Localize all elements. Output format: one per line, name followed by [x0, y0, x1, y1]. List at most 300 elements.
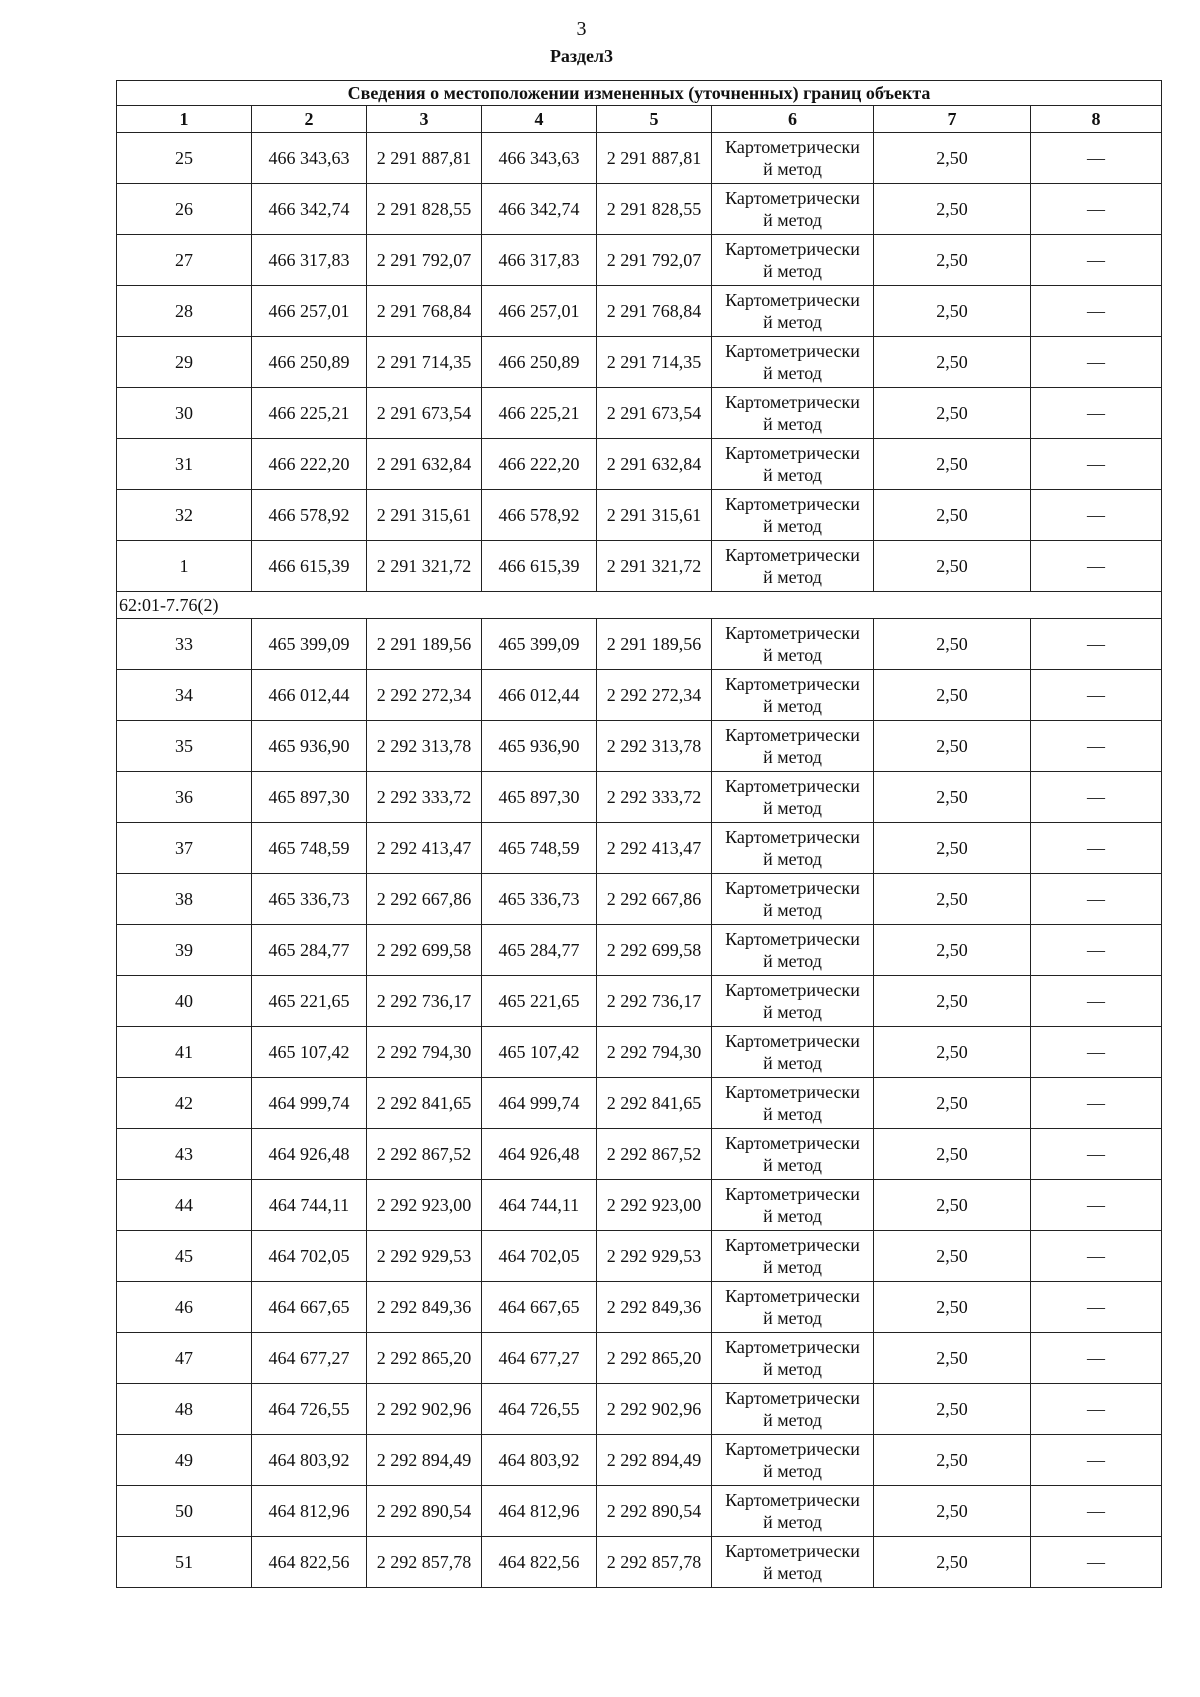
x-refined-cell: 464 803,92 — [482, 1435, 597, 1486]
accuracy-cell: 2,50 — [874, 874, 1031, 925]
point-number-cell: 36 — [117, 772, 252, 823]
y-refined-cell: 2 292 699,58 — [597, 925, 712, 976]
method-cell — [712, 1486, 874, 1537]
x-existing-cell: 464 726,55 — [252, 1384, 367, 1435]
method-line: Картометрически — [725, 674, 860, 694]
method-cell — [712, 337, 874, 388]
y-refined-cell: 2 292 849,36 — [597, 1282, 712, 1333]
method-line: Картометрически — [725, 545, 860, 565]
y-existing-cell: 2 292 333,72 — [367, 772, 482, 823]
point-number-cell: 49 — [117, 1435, 252, 1486]
table-row — [117, 619, 1162, 670]
y-refined-cell: 2 291 887,81 — [597, 133, 712, 184]
x-existing-cell: 466 250,89 — [252, 337, 367, 388]
table-row — [117, 1231, 1162, 1282]
x-existing-cell: 466 615,39 — [252, 541, 367, 592]
table-header-row — [117, 106, 1162, 133]
point-number-cell: 42 — [117, 1078, 252, 1129]
table-row — [117, 337, 1162, 388]
column-header: 2 — [252, 106, 367, 133]
y-existing-cell: 2 291 714,35 — [367, 337, 482, 388]
y-existing-cell: 2 291 189,56 — [367, 619, 482, 670]
method-cell — [712, 490, 874, 541]
description-cell: — — [1031, 541, 1162, 592]
x-existing-cell: 464 803,92 — [252, 1435, 367, 1486]
y-existing-cell: 2 291 792,07 — [367, 235, 482, 286]
method-line: й метод — [763, 747, 822, 767]
method-line: Картометрически — [725, 341, 860, 361]
accuracy-cell: 2,50 — [874, 337, 1031, 388]
method-line: Картометрически — [725, 1184, 860, 1204]
point-number-cell: 34 — [117, 670, 252, 721]
method-line: й метод — [763, 1104, 822, 1124]
accuracy-cell: 2,50 — [874, 1486, 1031, 1537]
x-existing-cell: 466 257,01 — [252, 286, 367, 337]
table-row — [117, 670, 1162, 721]
method-line: й метод — [763, 1461, 822, 1481]
point-number-cell: 46 — [117, 1282, 252, 1333]
method-line: й метод — [763, 1308, 822, 1328]
description-cell: — — [1031, 1333, 1162, 1384]
column-header: 6 — [712, 106, 874, 133]
x-existing-cell: 464 702,05 — [252, 1231, 367, 1282]
y-existing-cell: 2 292 794,30 — [367, 1027, 482, 1078]
description-cell: — — [1031, 925, 1162, 976]
point-number-cell: 28 — [117, 286, 252, 337]
method-line: Картометрически — [725, 1235, 860, 1255]
description-cell: — — [1031, 133, 1162, 184]
section-title: Раздел3 — [549, 46, 614, 66]
x-existing-cell: 465 107,42 — [252, 1027, 367, 1078]
description-cell: — — [1031, 184, 1162, 235]
y-existing-cell: 2 292 890,54 — [367, 1486, 482, 1537]
y-existing-cell: 2 292 667,86 — [367, 874, 482, 925]
x-refined-cell: 464 926,48 — [482, 1129, 597, 1180]
y-refined-cell: 2 292 929,53 — [597, 1231, 712, 1282]
y-refined-cell: 2 292 890,54 — [597, 1486, 712, 1537]
method-cell — [712, 1333, 874, 1384]
point-number-cell: 32 — [117, 490, 252, 541]
description-cell: — — [1031, 1027, 1162, 1078]
description-cell: — — [1031, 1231, 1162, 1282]
point-number-cell: 40 — [117, 976, 252, 1027]
x-refined-cell: 465 399,09 — [482, 619, 597, 670]
table-row — [117, 439, 1162, 490]
method-cell — [712, 286, 874, 337]
y-refined-cell: 2 291 792,07 — [597, 235, 712, 286]
method-line: й метод — [763, 1053, 822, 1073]
x-refined-cell: 465 336,73 — [482, 874, 597, 925]
y-refined-cell: 2 291 315,61 — [597, 490, 712, 541]
y-existing-cell: 2 291 673,54 — [367, 388, 482, 439]
accuracy-cell: 2,50 — [874, 1435, 1031, 1486]
method-line: й метод — [763, 465, 822, 485]
x-existing-cell: 465 748,59 — [252, 823, 367, 874]
method-line: Картометрически — [725, 443, 860, 463]
method-cell — [712, 619, 874, 670]
method-line: й метод — [763, 1563, 822, 1583]
description-cell: — — [1031, 1384, 1162, 1435]
y-refined-cell: 2 292 867,52 — [597, 1129, 712, 1180]
x-refined-cell: 466 257,01 — [482, 286, 597, 337]
point-number-cell: 29 — [117, 337, 252, 388]
point-number-cell: 1 — [117, 541, 252, 592]
method-line: й метод — [763, 1257, 822, 1277]
method-line: й метод — [763, 1512, 822, 1532]
method-line: й метод — [763, 159, 822, 179]
x-refined-cell: 464 999,74 — [482, 1078, 597, 1129]
method-line: Картометрически — [725, 1082, 860, 1102]
method-cell — [712, 235, 874, 286]
x-refined-cell: 466 012,44 — [482, 670, 597, 721]
method-line: Картометрически — [725, 1133, 860, 1153]
method-line: й метод — [763, 1155, 822, 1175]
x-refined-cell: 466 317,83 — [482, 235, 597, 286]
table-row — [117, 1435, 1162, 1486]
x-existing-cell: 466 578,92 — [252, 490, 367, 541]
method-cell — [712, 670, 874, 721]
table-row — [117, 1027, 1162, 1078]
x-refined-cell: 466 342,74 — [482, 184, 597, 235]
table-row — [117, 235, 1162, 286]
table-row — [117, 388, 1162, 439]
table-row — [117, 1078, 1162, 1129]
y-existing-cell: 2 292 272,34 — [367, 670, 482, 721]
y-refined-cell: 2 292 413,47 — [597, 823, 712, 874]
y-refined-cell: 2 291 714,35 — [597, 337, 712, 388]
x-refined-cell: 465 748,59 — [482, 823, 597, 874]
point-number-cell: 37 — [117, 823, 252, 874]
y-existing-cell: 2 292 923,00 — [367, 1180, 482, 1231]
y-refined-cell: 2 291 189,56 — [597, 619, 712, 670]
x-refined-cell: 465 936,90 — [482, 721, 597, 772]
x-refined-cell: 464 822,56 — [482, 1537, 597, 1588]
point-number-cell: 41 — [117, 1027, 252, 1078]
x-refined-cell: 464 677,27 — [482, 1333, 597, 1384]
x-existing-cell: 464 999,74 — [252, 1078, 367, 1129]
table-row — [117, 184, 1162, 235]
x-existing-cell: 465 897,30 — [252, 772, 367, 823]
x-existing-cell: 464 812,96 — [252, 1486, 367, 1537]
point-number-cell: 25 — [117, 133, 252, 184]
column-header: 4 — [482, 106, 597, 133]
x-refined-cell: 466 222,20 — [482, 439, 597, 490]
column-header: 8 — [1031, 106, 1162, 133]
method-line: й метод — [763, 312, 822, 332]
table-row — [117, 721, 1162, 772]
method-line: й метод — [763, 696, 822, 716]
description-cell: — — [1031, 772, 1162, 823]
method-line: й метод — [763, 849, 822, 869]
group-label: 62:01-7.76(2) — [117, 592, 1162, 619]
accuracy-cell: 2,50 — [874, 1333, 1031, 1384]
table-row — [117, 541, 1162, 592]
y-existing-cell: 2 292 849,36 — [367, 1282, 482, 1333]
method-cell — [712, 925, 874, 976]
point-number-cell: 33 — [117, 619, 252, 670]
point-number-cell: 38 — [117, 874, 252, 925]
y-refined-cell: 2 292 313,78 — [597, 721, 712, 772]
point-number-cell: 50 — [117, 1486, 252, 1537]
method-line: й метод — [763, 516, 822, 536]
y-existing-cell: 2 291 768,84 — [367, 286, 482, 337]
description-cell: — — [1031, 1129, 1162, 1180]
description-cell: — — [1031, 1078, 1162, 1129]
description-cell: — — [1031, 1180, 1162, 1231]
method-cell — [712, 721, 874, 772]
method-line: Картометрически — [725, 290, 860, 310]
table-row — [117, 976, 1162, 1027]
description-cell: — — [1031, 388, 1162, 439]
y-existing-cell: 2 292 929,53 — [367, 1231, 482, 1282]
description-cell: — — [1031, 1435, 1162, 1486]
method-line: Картометрически — [725, 929, 860, 949]
method-cell — [712, 1435, 874, 1486]
description-cell: — — [1031, 670, 1162, 721]
point-number-cell: 45 — [117, 1231, 252, 1282]
method-line: й метод — [763, 1410, 822, 1430]
method-line: Картометрически — [725, 878, 860, 898]
method-cell — [712, 1180, 874, 1231]
accuracy-cell: 2,50 — [874, 1231, 1031, 1282]
method-line: Картометрически — [725, 1490, 860, 1510]
x-existing-cell: 466 225,21 — [252, 388, 367, 439]
x-refined-cell: 466 615,39 — [482, 541, 597, 592]
x-existing-cell: 465 936,90 — [252, 721, 367, 772]
accuracy-cell: 2,50 — [874, 490, 1031, 541]
x-existing-cell: 465 284,77 — [252, 925, 367, 976]
y-refined-cell: 2 292 865,20 — [597, 1333, 712, 1384]
page-number: 3 — [576, 18, 587, 40]
point-number-cell: 27 — [117, 235, 252, 286]
method-line: Картометрически — [725, 827, 860, 847]
method-line: й метод — [763, 645, 822, 665]
table-row — [117, 133, 1162, 184]
method-line: Картометрически — [725, 392, 860, 412]
y-refined-cell: 2 292 667,86 — [597, 874, 712, 925]
accuracy-cell: 2,50 — [874, 619, 1031, 670]
y-refined-cell: 2 292 333,72 — [597, 772, 712, 823]
method-line: Картометрически — [725, 188, 860, 208]
method-line: Картометрически — [725, 725, 860, 745]
coordinates-table — [116, 80, 1162, 1588]
description-cell: — — [1031, 874, 1162, 925]
description-cell: — — [1031, 1537, 1162, 1588]
table-row — [117, 286, 1162, 337]
method-cell — [712, 388, 874, 439]
method-cell — [712, 1537, 874, 1588]
method-line: Картометрически — [725, 1031, 860, 1051]
accuracy-cell: 2,50 — [874, 823, 1031, 874]
accuracy-cell: 2,50 — [874, 976, 1031, 1027]
y-existing-cell: 2 292 857,78 — [367, 1537, 482, 1588]
method-line: й метод — [763, 951, 822, 971]
y-existing-cell: 2 291 828,55 — [367, 184, 482, 235]
accuracy-cell: 2,50 — [874, 1384, 1031, 1435]
point-number-cell: 30 — [117, 388, 252, 439]
group-label-row — [117, 592, 1162, 619]
y-refined-cell: 2 292 841,65 — [597, 1078, 712, 1129]
x-refined-cell: 466 225,21 — [482, 388, 597, 439]
accuracy-cell: 2,50 — [874, 670, 1031, 721]
y-refined-cell: 2 291 321,72 — [597, 541, 712, 592]
table-row — [117, 1129, 1162, 1180]
x-existing-cell: 464 667,65 — [252, 1282, 367, 1333]
description-cell: — — [1031, 286, 1162, 337]
accuracy-cell: 2,50 — [874, 1180, 1031, 1231]
point-number-cell: 47 — [117, 1333, 252, 1384]
x-existing-cell: 464 744,11 — [252, 1180, 367, 1231]
point-number-cell: 51 — [117, 1537, 252, 1588]
description-cell: — — [1031, 619, 1162, 670]
table-row — [117, 1180, 1162, 1231]
x-existing-cell: 466 317,83 — [252, 235, 367, 286]
description-cell: — — [1031, 439, 1162, 490]
method-line: Картометрически — [725, 776, 860, 796]
description-cell: — — [1031, 235, 1162, 286]
y-existing-cell: 2 292 902,96 — [367, 1384, 482, 1435]
method-line: й метод — [763, 1359, 822, 1379]
y-refined-cell: 2 292 794,30 — [597, 1027, 712, 1078]
method-line: Картометрически — [725, 623, 860, 643]
method-line: й метод — [763, 1206, 822, 1226]
x-refined-cell: 465 284,77 — [482, 925, 597, 976]
column-header: 3 — [367, 106, 482, 133]
table-row — [117, 1282, 1162, 1333]
method-cell — [712, 1231, 874, 1282]
point-number-cell: 48 — [117, 1384, 252, 1435]
y-existing-cell: 2 292 413,47 — [367, 823, 482, 874]
table-row — [117, 490, 1162, 541]
accuracy-cell: 2,50 — [874, 541, 1031, 592]
y-refined-cell: 2 291 828,55 — [597, 184, 712, 235]
method-line: й метод — [763, 798, 822, 818]
accuracy-cell: 2,50 — [874, 439, 1031, 490]
method-line: й метод — [763, 414, 822, 434]
method-cell — [712, 184, 874, 235]
table-caption: Сведения о местоположении измененных (уточненных) границ объекта — [117, 81, 1162, 106]
method-line: Картометрически — [725, 137, 860, 157]
y-existing-cell: 2 292 699,58 — [367, 925, 482, 976]
method-line: Картометрически — [725, 1439, 860, 1459]
y-existing-cell: 2 291 315,61 — [367, 490, 482, 541]
table-row — [117, 1333, 1162, 1384]
table-row — [117, 1486, 1162, 1537]
x-existing-cell: 466 222,20 — [252, 439, 367, 490]
accuracy-cell: 2,50 — [874, 1537, 1031, 1588]
method-line: Картометрически — [725, 980, 860, 1000]
method-line: Картометрически — [725, 1286, 860, 1306]
column-header: 7 — [874, 106, 1031, 133]
accuracy-cell: 2,50 — [874, 1027, 1031, 1078]
x-refined-cell: 466 343,63 — [482, 133, 597, 184]
x-refined-cell: 466 250,89 — [482, 337, 597, 388]
y-existing-cell: 2 292 736,17 — [367, 976, 482, 1027]
accuracy-cell: 2,50 — [874, 721, 1031, 772]
point-number-cell: 26 — [117, 184, 252, 235]
method-cell — [712, 1129, 874, 1180]
table-row — [117, 1537, 1162, 1588]
x-refined-cell: 464 726,55 — [482, 1384, 597, 1435]
accuracy-cell: 2,50 — [874, 235, 1031, 286]
method-cell — [712, 1282, 874, 1333]
accuracy-cell: 2,50 — [874, 133, 1031, 184]
method-line: Картометрически — [725, 1541, 860, 1561]
column-header: 1 — [117, 106, 252, 133]
x-refined-cell: 464 702,05 — [482, 1231, 597, 1282]
table-row — [117, 874, 1162, 925]
method-cell — [712, 874, 874, 925]
accuracy-cell: 2,50 — [874, 925, 1031, 976]
point-number-cell: 39 — [117, 925, 252, 976]
table-row — [117, 925, 1162, 976]
x-refined-cell: 465 897,30 — [482, 772, 597, 823]
point-number-cell: 44 — [117, 1180, 252, 1231]
method-line: й метод — [763, 567, 822, 587]
accuracy-cell: 2,50 — [874, 1282, 1031, 1333]
method-cell — [712, 976, 874, 1027]
method-line: Картометрически — [725, 1388, 860, 1408]
description-cell: — — [1031, 721, 1162, 772]
table-row — [117, 823, 1162, 874]
accuracy-cell: 2,50 — [874, 286, 1031, 337]
method-line: й метод — [763, 363, 822, 383]
method-cell — [712, 541, 874, 592]
y-refined-cell: 2 291 768,84 — [597, 286, 712, 337]
x-existing-cell: 464 926,48 — [252, 1129, 367, 1180]
method-cell — [712, 1384, 874, 1435]
y-existing-cell: 2 292 313,78 — [367, 721, 482, 772]
x-existing-cell: 465 399,09 — [252, 619, 367, 670]
table-caption-row — [117, 81, 1162, 106]
method-line: Картометрически — [725, 1337, 860, 1357]
description-cell: — — [1031, 490, 1162, 541]
y-existing-cell: 2 292 865,20 — [367, 1333, 482, 1384]
y-refined-cell: 2 292 857,78 — [597, 1537, 712, 1588]
y-refined-cell: 2 292 923,00 — [597, 1180, 712, 1231]
accuracy-cell: 2,50 — [874, 1078, 1031, 1129]
x-existing-cell: 465 336,73 — [252, 874, 367, 925]
accuracy-cell: 2,50 — [874, 1129, 1031, 1180]
table-body — [117, 133, 1162, 1588]
point-number-cell: 35 — [117, 721, 252, 772]
y-refined-cell: 2 291 673,54 — [597, 388, 712, 439]
column-header: 5 — [597, 106, 712, 133]
x-existing-cell: 466 343,63 — [252, 133, 367, 184]
description-cell: — — [1031, 337, 1162, 388]
method-line: й метод — [763, 1002, 822, 1022]
method-line: й метод — [763, 261, 822, 281]
accuracy-cell: 2,50 — [874, 388, 1031, 439]
y-refined-cell: 2 292 736,17 — [597, 976, 712, 1027]
y-existing-cell: 2 292 894,49 — [367, 1435, 482, 1486]
y-refined-cell: 2 291 632,84 — [597, 439, 712, 490]
point-number-cell: 31 — [117, 439, 252, 490]
x-existing-cell: 464 822,56 — [252, 1537, 367, 1588]
y-existing-cell: 2 292 841,65 — [367, 1078, 482, 1129]
description-cell: — — [1031, 823, 1162, 874]
method-line: Картометрически — [725, 494, 860, 514]
x-existing-cell: 466 012,44 — [252, 670, 367, 721]
x-existing-cell: 464 677,27 — [252, 1333, 367, 1384]
x-refined-cell: 464 744,11 — [482, 1180, 597, 1231]
method-line: Картометрически — [725, 239, 860, 259]
method-cell — [712, 1027, 874, 1078]
method-cell — [712, 772, 874, 823]
y-existing-cell: 2 291 632,84 — [367, 439, 482, 490]
description-cell: — — [1031, 976, 1162, 1027]
y-existing-cell: 2 291 321,72 — [367, 541, 482, 592]
